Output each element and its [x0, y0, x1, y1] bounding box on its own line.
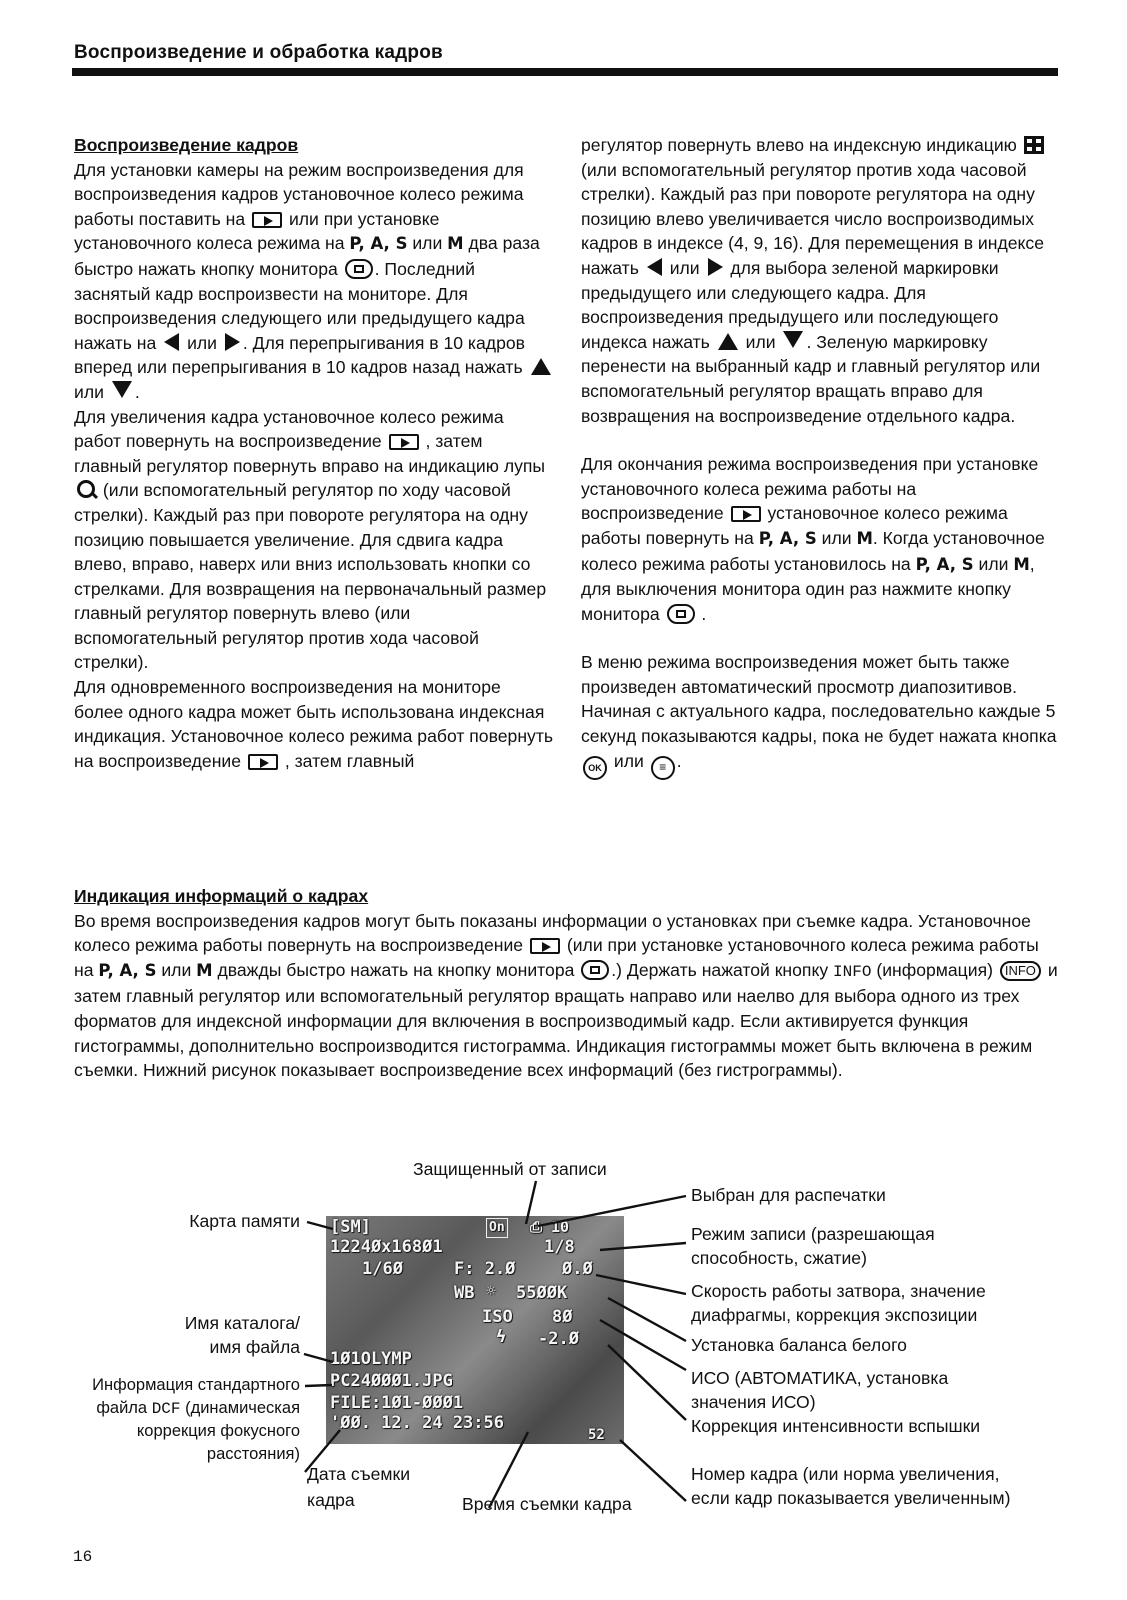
paragraph-gap [581, 428, 1061, 452]
text: Для одновременного воспроизведения на мониторе более одного кадра может быть использована индексная индикация. Установочное колесо режима работ повернуть на воспроизведение [74, 677, 554, 771]
text: или [745, 331, 776, 352]
lcd-card: [SM] [330, 1217, 371, 1237]
label-iso-2: значения ИСО) [691, 1392, 816, 1412]
label-wb: Установка баланса белого [691, 1335, 907, 1355]
ok-button-icon: OK [583, 756, 607, 780]
text: или [669, 257, 700, 278]
arrow-right-icon [225, 333, 240, 351]
text: (или при установке установочного колеса режима работы на [74, 935, 1039, 980]
text: , затем главный регулятор повернуть вправо на индикацию лупы [74, 431, 546, 476]
text: . Последний заснятый кадр воспроизвести на мониторе. Для воспроизведения следующего или предыдущего кадра нажать на [74, 258, 525, 353]
lcd-wb-label: WB [454, 1283, 475, 1303]
lcd-filename: PC24ØØØ1.JPG [330, 1371, 453, 1391]
text: установочное колесо режима работы повернуть на [581, 503, 1008, 548]
monitor-button-icon [345, 259, 373, 279]
mode-m: M [196, 960, 213, 980]
label-flash: Коррекция интенсивности вспышки [691, 1416, 981, 1436]
label-dcf-1: Информация стандартного [92, 1376, 300, 1394]
lcd-aperture: F: 2.Ø [454, 1259, 516, 1279]
playback-icon [530, 938, 560, 954]
magnifier-icon [77, 480, 95, 498]
arrow-left-icon [647, 258, 662, 276]
section-title-info: Индикация информаций о кадрах [74, 886, 369, 906]
lcd-iso-label: ISO [482, 1307, 513, 1327]
text: или [161, 959, 192, 980]
text: .) Держать нажатой кнопку [611, 959, 829, 980]
arrow-up-icon [531, 358, 551, 375]
right-column [581, 133, 1061, 780]
playback-icon [252, 212, 282, 228]
menu-button-icon: ≡ [651, 756, 675, 780]
lcd-frame: 52 [588, 1427, 605, 1443]
text: . [134, 381, 140, 402]
label-date-2: кадра [307, 1490, 355, 1510]
sun-icon: ☼ [486, 1281, 496, 1300]
lcd-counter: 1/8 [544, 1237, 575, 1257]
label-dcf-3: коррекция фокусного [136, 1422, 300, 1440]
monitor-button-icon [667, 604, 695, 624]
mode-pas: P, A, S [98, 960, 157, 980]
label-shutter-2: диафрагмы, коррекция экспозиции [691, 1305, 978, 1325]
info-section [74, 884, 1060, 1083]
text: (информация) [876, 959, 993, 980]
label-frame-1: Номер кадра (или норма увеличения, [691, 1464, 1000, 1484]
text: . [701, 603, 707, 624]
lcd-print-icon: ⎙ 10 [530, 1218, 570, 1236]
label-dcf-4: расстояния) [206, 1445, 300, 1463]
label-protected: Защищенный от записи [413, 1159, 607, 1179]
text: (или вспомогательный регулятор против хода часовой стрелки). Каждый раз при повороте регулятора на одну позицию влево увеличивается число воспроизводимых кадров в индексе (4, 9, 16). Для перемещения в индексе нажать [581, 159, 1045, 278]
text: В меню режима воспроизведения может быть также произведен автоматический просмотр диапозитивов. Начиная с актуального кадра, последовательно каждые 5 секунд показываются кадры, пока не будет нажата кнопка [581, 652, 1057, 747]
label-folder-2: имя файла [209, 1337, 300, 1357]
text: (или вспомогательный регулятор по ходу часовой стрелки). Каждый раз при повороте регулятора на одну позицию повышается увеличение. Для сдвига кадра влево, вправо, наверх или вниз использовать кнопки со стрелками. Для возвращения на первоначальный размер главный регулятор повернуть влево (или вспомогательный регулятор против хода часовой стрелки). [74, 480, 547, 673]
paragraph-gap [581, 626, 1061, 650]
lcd-resolution: 1224Øx168Ø1 [330, 1237, 443, 1257]
mode-pas: P, A, S [349, 234, 408, 254]
text: Для окончания режима воспроизведения при установке установочного колеса режима работы на воспроизведение [581, 454, 1039, 524]
lcd-file: FILE:1Ø1-ØØØ1 [330, 1393, 464, 1413]
playback-icon [248, 754, 278, 770]
mode-pas: P, A, S [758, 528, 817, 548]
text: или [821, 527, 852, 548]
playback-icon [731, 506, 761, 522]
text: или [74, 381, 104, 402]
text: или [187, 332, 217, 353]
arrow-up-icon [718, 333, 738, 350]
lcd-wb-value: 55ØØK [516, 1283, 568, 1303]
text: или [978, 553, 1009, 574]
mode-m: M [856, 528, 873, 548]
page-header-title: Воспроизведение и обработка кадров [74, 42, 443, 63]
mode-m: M [447, 234, 464, 254]
label-dcf-2c: (динамическая [185, 1399, 300, 1417]
label-record-mode-1: Режим записи (разрешающая [691, 1224, 935, 1244]
text: . [676, 750, 682, 771]
text: , для выключения монитора один раз нажмите кнопку монитора [581, 553, 1035, 624]
label-frame-2: если кадр показывается увеличенным) [691, 1488, 1011, 1508]
index-grid-icon [1024, 136, 1044, 154]
text: дважды быстро нажать на кнопку монитора [217, 959, 575, 980]
label-dcf-2 [96, 1397, 300, 1421]
text: для выбора зеленой маркировки предыдущего или следующего кадра. Для воспроизведения предыдущего или последующего индекса нажать [581, 257, 999, 352]
lcd-datetime: 'ØØ. 12. 24 23:56 [330, 1413, 504, 1433]
camera-lcd-screenshot [326, 1216, 624, 1444]
label-date-1: Дата съемки [307, 1464, 411, 1484]
arrow-down-icon [112, 381, 132, 398]
arrow-right-icon [708, 258, 723, 276]
mode-m: M [1013, 554, 1030, 574]
text: регулятор повернуть влево на индексную индикацию [581, 135, 1017, 155]
label-print: Выбран для распечатки [691, 1185, 886, 1205]
mode-pas: P, A, S [915, 554, 974, 574]
label-iso-1: ИСО (АВТОМАТИКА, установка [691, 1368, 949, 1388]
text: . Когда установочное колесо режима работы установилось на [581, 527, 1045, 574]
text: . Для перепрыгивания в 10 кадров вперед или перепрыгивания в 10 кадров назад нажать [74, 332, 525, 378]
arrow-left-icon [164, 333, 179, 351]
playback-icon [389, 434, 419, 450]
label-dcf-2b: DCF [151, 1400, 181, 1418]
text: два раза быстро нажать кнопку монитора [74, 233, 540, 279]
text: или [412, 233, 443, 254]
text: , затем главный [284, 750, 415, 771]
arrow-down-icon [783, 331, 803, 348]
label-dcf-2a: файла [96, 1399, 148, 1417]
flash-icon: ϟ [496, 1327, 507, 1347]
text: или при установке установочного колеса режима на [74, 208, 440, 254]
info-button-icon: INFO [1000, 961, 1041, 981]
page-number: 16 [73, 1548, 93, 1566]
lcd-protect-icon: On [486, 1218, 508, 1238]
label-record-mode-2: способность, сжатие) [691, 1248, 867, 1268]
text: Для увеличения кадра установочное колесо режима работ повернуть на воспроизведение [74, 406, 504, 452]
text: . Зеленую маркировку перенести на выбранный кадр и главный регулятор или вспомогательный регулятор вращать вправо для возвращения на воспроизведение отдельного кадра. [581, 331, 1041, 426]
lcd-folder: 1Ø1OLYMP [330, 1349, 412, 1369]
label-card: Карта памяти [189, 1211, 300, 1231]
label-shutter-1: Скорость работы затвора, значение [691, 1281, 986, 1301]
text: Для установки камеры на режим воспроизведения для воспроизведения кадров установочное колесо режима работы поставить на [74, 159, 524, 229]
header-rule [72, 68, 1058, 76]
lcd-iso-value: 8Ø [552, 1307, 573, 1327]
left-column [74, 133, 554, 773]
text: или [613, 750, 644, 771]
monitor-button-icon [581, 960, 609, 980]
lcd-shutter: 1/6Ø [362, 1259, 403, 1279]
lcd-exposure: Ø.Ø [562, 1259, 593, 1279]
label-folder-1: Имя каталога/ [184, 1313, 300, 1333]
section-title-playback: Воспроизведение кадров [74, 135, 299, 155]
text: Во время воспроизведения кадров могут быть показаны информации о установках при съемке кадра. Установочное колесо режима работы повернуть на воспроизведение [74, 910, 1031, 956]
text: и затем главный регулятор или вспомогательный регулятор вращать направо или наелво для выбора одного из трех форматов для индексной информации для включения в воспроизводимый кадр. Если активируется функция гистограммы, дополнительно воспроизводится гистограмма. Индикация гистограммы может быть включена в режим съемки. Нижний рисунок показывает воспроизведение всех информаций (без гистрограммы). [74, 959, 1058, 1081]
info-word: INFO [833, 962, 872, 981]
label-time: Время съемки кадра [462, 1494, 632, 1514]
lcd-flash: -2.Ø [538, 1329, 579, 1349]
